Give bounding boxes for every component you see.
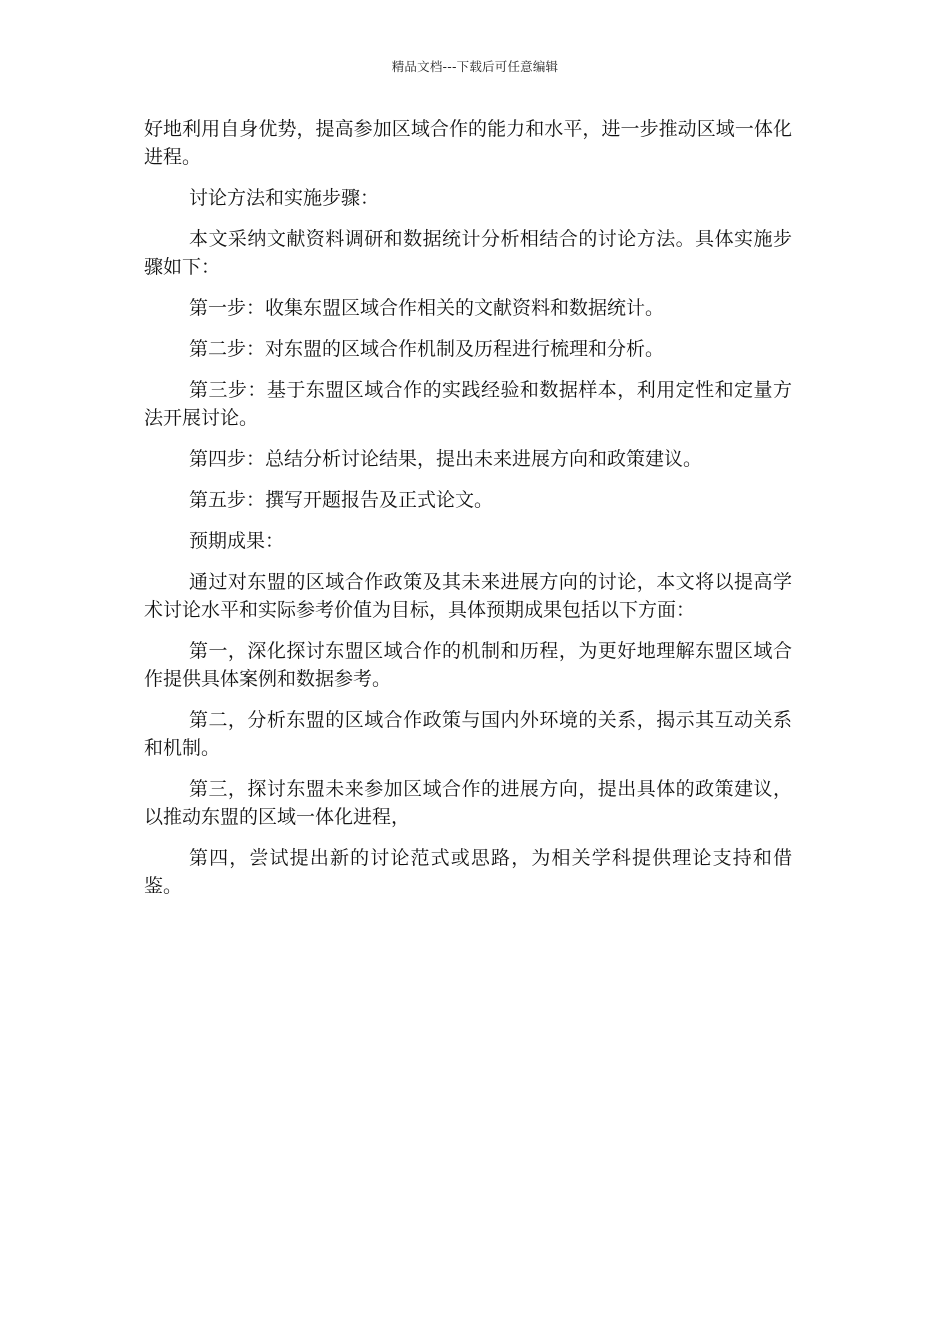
document-body xyxy=(144,115,792,913)
result-2: 第二，分析东盟的区域合作政策与国内外环境的关系，揭示其互动关系和机制。 xyxy=(144,709,792,759)
result-3: 第三，探讨东盟未来参加区域合作的进展方向，提出具体的政策建议，以推动东盟的区域一体化进程， xyxy=(144,778,792,828)
step-4: 第四步：总结分析讨论结果，提出未来进展方向和政策建议。 xyxy=(189,448,703,470)
step-1: 第一步：收集东盟区域合作相关的文献资料和数据统计。 xyxy=(189,297,665,319)
step-3: 第三步：基于东盟区域合作的实践经验和数据样本，利用定性和定量方法开展讨论。 xyxy=(144,379,792,429)
section-heading-methods: 讨论方法和实施步骤： xyxy=(189,187,380,209)
section-heading-results: 预期成果： xyxy=(189,530,285,552)
paragraph-methods: 本文采纳文献资料调研和数据统计分析相结合的讨论方法。具体实施步骤如下： xyxy=(144,228,792,278)
result-4: 第四，尝试提出新的讨论范式或思路，为相关学科提供理论支持和借鉴。 xyxy=(144,847,792,897)
result-1: 第一，深化探讨东盟区域合作的机制和历程，为更好地理解东盟区域合作提供具体案例和数据参考。 xyxy=(144,640,792,690)
step-2: 第二步：对东盟的区域合作机制及历程进行梳理和分析。 xyxy=(189,338,665,360)
paragraph-results-intro: 通过对东盟的区域合作政策及其未来进展方向的讨论，本文将以提高学术讨论水平和实际参考价值为目标，具体预期成果包括以下方面： xyxy=(144,571,792,621)
page-header: 精品文档---下载后可任意编辑 xyxy=(391,59,559,74)
step-5: 第五步：撰写开题报告及正式论文。 xyxy=(189,489,494,511)
paragraph-continuation: 好地利用自身优势，提高参加区域合作的能力和水平，进一步推动区域一体化进程。 xyxy=(144,118,792,168)
